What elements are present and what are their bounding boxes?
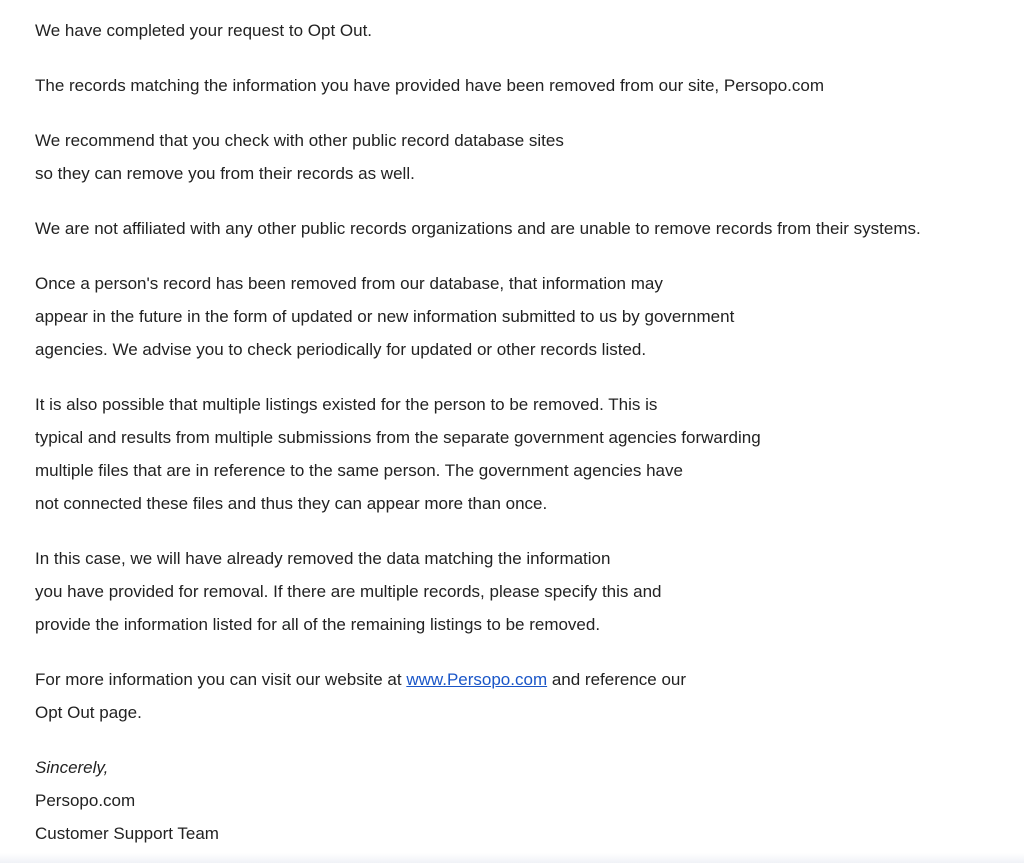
- website-link[interactable]: www.Persopo.com: [406, 670, 548, 689]
- text-line: so they can remove you from their records as well.: [35, 164, 415, 183]
- paragraph-future-records: [35, 267, 1015, 366]
- text-line: provide the information listed for all of the remaining listings to be removed.: [35, 615, 601, 634]
- text-line: not connected these files and thus they can appear more than once.: [35, 494, 548, 513]
- signature-team: Customer Support Team: [35, 824, 219, 843]
- text-after-link: and reference our: [547, 670, 687, 689]
- signature-company: Persopo.com: [35, 791, 136, 810]
- text-line: We are not affiliated with any other public records organizations and are unable to remove records from their systems.: [35, 219, 921, 238]
- text-line: agencies. We advise you to check periodically for updated or other records listed.: [35, 340, 647, 359]
- email-body: [35, 14, 1015, 863]
- text-line: typical and results from multiple submissions from the separate government agencies forwarding: [35, 428, 761, 447]
- paragraph-records-removed: [35, 69, 1015, 102]
- text-line-with-link: [35, 663, 1015, 696]
- paragraph-confirmation: [35, 14, 1015, 47]
- text-line: We have completed your request to Opt Out.: [35, 21, 373, 40]
- text-line: appear in the future in the form of updated or new information submitted to us by government: [35, 307, 735, 326]
- paragraph-multiple-listings: [35, 388, 1015, 520]
- paragraph-in-this-case: [35, 542, 1015, 641]
- paragraph-more-info: [35, 663, 1015, 729]
- text-line: you have provided for removal. If there are multiple records, please specify this and: [35, 582, 662, 601]
- signature: [35, 751, 1015, 850]
- text-line: We recommend that you check with other public record database sites: [35, 131, 564, 150]
- paragraph-recommendation: [35, 124, 1015, 190]
- text-line: The records matching the information you have provided have been removed from our site, Persopo.com: [35, 76, 825, 95]
- text-line: It is also possible that multiple listings existed for the person to be removed. This is: [35, 395, 658, 414]
- text-line: Opt Out page.: [35, 703, 142, 722]
- signature-closing: Sincerely,: [35, 758, 109, 777]
- text-line: multiple files that are in reference to the same person. The government agencies have: [35, 461, 683, 480]
- paragraph-not-affiliated: [35, 212, 1015, 245]
- bottom-edge: [0, 853, 1024, 863]
- text-line: Once a person's record has been removed from our database, that information may: [35, 274, 663, 293]
- text-line: In this case, we will have already removed the data matching the information: [35, 549, 611, 568]
- text-before-link: For more information you can visit our website at: [35, 670, 407, 689]
